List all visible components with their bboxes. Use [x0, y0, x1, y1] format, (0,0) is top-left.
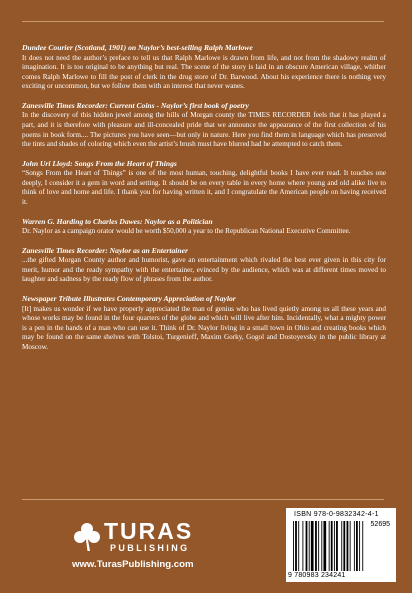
review-item — [22, 246, 386, 285]
barcode-bar — [302, 521, 303, 571]
barcode-bar — [321, 521, 322, 571]
shamrock-icon — [72, 522, 102, 552]
reviews-section — [22, 43, 386, 361]
review-title: Newspaper Tribute Illustrates Contemporary Appreciation of Naylor — [22, 294, 236, 303]
review-title: Dundee Courier (Scotland, 1901) on Naylor’s best-selling Ralph Marlowe — [22, 43, 253, 52]
bottom-divider — [22, 499, 384, 500]
barcode-bar — [295, 521, 297, 571]
publisher-name: TURAS — [104, 518, 194, 544]
review-body: In the discovery of this hidden jewel among the hills of Morgan county the TIMES RECORDER feels that it has played a part, and it is therefore with pleasure and ill-concealed pride that we announce the appearance of the first collection of his poems in book form.... The pictures you have seen—but only in nature. Here you find them in language which has preserved the tints and shades of coloring which even the artist’s brush must have blurred had he attempted to catch them. — [22, 111, 386, 149]
review-item — [22, 101, 386, 150]
barcode-bar — [309, 521, 310, 571]
isbn-barcode — [286, 508, 396, 582]
barcode-bar — [334, 521, 335, 571]
barcode-bar — [359, 521, 360, 571]
barcode-bar — [318, 521, 319, 571]
isbn-number: ISBN 978-0-9832342-4-1 — [294, 511, 379, 518]
price-code: 52695 — [370, 521, 390, 528]
review-body: It does not need the author’s preface to tell us that Ralph Marlowe is drawn from life, and not from the shadowy realm of imagination. It is too original to be anything but real. The scene of the story is laid in an obscure American village, whither comes Ralph Marlowe to fill the post of clerk in the drug store of Dr. Barwood. About his experience there is nothing very exciting or uncommon, but we follow them with an interest that never wanes. — [22, 53, 386, 91]
barcode-bar — [311, 521, 314, 571]
publisher-logo — [60, 518, 210, 575]
barcode-digits: 9 780983 234241 — [288, 572, 346, 579]
review-item — [22, 159, 386, 208]
review-title: Zanesville Times Recorder: Naylor as an Entertainer — [22, 245, 188, 255]
barcode-bar — [343, 521, 345, 571]
barcode-bars — [293, 521, 365, 571]
review-body: Dr. Naylor as a campaign orator would be worth $50,000 a year to the Republican National Executive Committee. — [22, 227, 351, 236]
barcode-bar — [323, 521, 326, 571]
barcode-bar — [298, 521, 299, 571]
review-item — [22, 294, 386, 352]
barcode-bar — [293, 521, 294, 571]
review-title: John Uri Lloyd: Songs From the Heart of Things — [22, 158, 177, 168]
publisher-url: www.TurasPublishing.com — [72, 559, 194, 570]
barcode-bar — [350, 521, 351, 571]
barcode-bar — [356, 521, 358, 571]
barcode-bar — [329, 521, 330, 571]
review-item — [22, 217, 386, 237]
barcode-bar — [354, 521, 355, 571]
review-body: “Songs From the Heart of Things” is one of the most human, touching, delightful books I have ever read. It touches one deeply, I consider it a gem in word and setting. It should be on every table in every home where young and old alike live to think of love and home and life. I thank you for having written it, and I congratulate the American people on having received it. — [22, 169, 386, 207]
review-title: Warren G. Harding to Charles Dawes: Naylor as a Politician — [22, 216, 213, 226]
barcode-bar — [362, 521, 363, 571]
barcode-bar — [341, 521, 342, 571]
review-body: [It] makes us wonder if we have properly appreciated the man of genius who has lived quietly among us all these years and whose works may be found in the four quarters of the globe and which will live after him. Incidentally, what a mighty power is a pen in the hands of a man who can use it. Think of Dr. Naylor living in a small town in Ohio and creating books which may be found on the same shelves with Tolstoi, Turgenieff, Maxim Gorky, Gogol and Dostoyevsky in the public library at Moscow. — [22, 304, 386, 351]
barcode-bar — [331, 521, 333, 571]
top-divider — [22, 21, 384, 22]
barcode-bar — [336, 521, 338, 571]
barcode-bar — [347, 521, 349, 571]
review-item — [22, 43, 386, 92]
barcode-bar — [315, 521, 317, 571]
review-body: ...the gifted Morgan County author and humorist, gave an entertainment which rivaled the best ever given in this city for merit, humor and the ready sympathy with the entertainer, evinced by the audience, which was at different times moved to laughter and sadness by the ready flow of phrases from the author. — [22, 256, 386, 284]
publisher-subtitle: PUBLISHING — [110, 543, 190, 553]
barcode-bar — [306, 521, 308, 571]
review-title: Zanesville Times Recorder: Current Coins - Naylor’s first book of poetry — [22, 100, 249, 110]
